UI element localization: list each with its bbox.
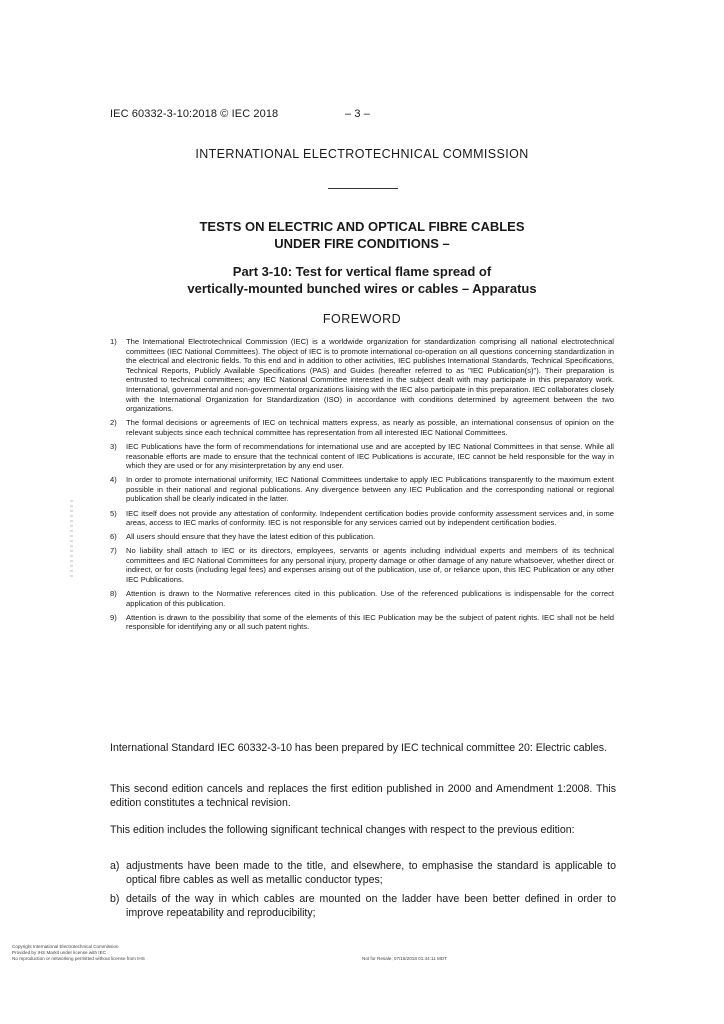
item-number: 6) <box>110 532 117 542</box>
item-number: b) <box>110 893 120 905</box>
item-text: IEC Publications have the form of recommendations for international use and are accepted by IEC National Committees in that sense. While all reasonable efforts are made to ensure that the technical content of IEC Publications is accurate, IEC cannot be held responsible for the way in which they are used or for any misinterpretation by any end user. <box>126 441 614 471</box>
title-line-1: TESTS ON ELECTRIC AND OPTICAL FIBRE CABLES <box>199 219 525 234</box>
foreword-item <box>110 509 614 528</box>
item-number: 2) <box>110 418 117 428</box>
item-number: 4) <box>110 475 117 485</box>
document-title <box>0 218 724 252</box>
foreword-item <box>110 418 614 437</box>
foreword-heading: FOREWORD <box>322 312 402 326</box>
change-item <box>110 860 616 887</box>
item-number: 1) <box>110 337 117 346</box>
page-number: – 3 – <box>345 108 370 120</box>
footer-line: Copyright International Electrotechnical Commission <box>12 944 119 949</box>
item-text: In order to promote international uniformity, IEC National Committees undertake to apply IEC Publications transparently to the maximum extent possible in their national and regional publications. Any divergence between any IEC Publication and the corresponding national or regional publication shall be clearly indicated in the latter. <box>126 475 614 504</box>
page-header <box>110 108 370 120</box>
item-text: No liability shall attach to IEC or its directors, employees, servants or agents including individual experts and members of its technical committees and IEC National Committees for any personal injury, property damage or other damage of any nature whatsoever, whether direct or indirect, or for costs (including legal fees) and expenses arising out of the publication, use of, or reliance upon, this IEC Publication or any other IEC Publications. <box>126 546 614 585</box>
title-line-2: UNDER FIRE CONDITIONS – <box>274 236 450 251</box>
item-text: All users should ensure that they have the latest edition of this publication. <box>126 532 376 542</box>
organization-name: INTERNATIONAL ELECTROTECHNICAL COMMISSION <box>195 147 529 161</box>
change-item <box>110 893 616 920</box>
item-text: Attention is drawn to the possibility that some of the elements of this IEC Publication may be the subject of patent rights. IEC shall not be held responsible for identifying any or all such patent rights. <box>126 612 614 632</box>
item-text: IEC itself does not provide any attestation of conformity. Independent certification bodies provide conformity assessment services and, in some areas, access to IEC marks of conformity. IEC is not responsible for any services carried out by independent certification bodies. <box>126 508 614 528</box>
foreword-item <box>110 589 614 608</box>
item-number: 5) <box>110 508 117 518</box>
item-number: a) <box>110 860 120 872</box>
copyright-footer <box>12 944 145 962</box>
item-text: Attention is drawn to the Normative references cited in this publication. Use of the referenced publications is indispensable for the correct application of this publication. <box>126 589 614 608</box>
footer-line: No reproduction or networking permitted without license from IHS <box>12 956 145 961</box>
foreword-list <box>110 337 614 637</box>
item-number: 9) <box>110 612 117 622</box>
document-id: IEC 60332-3-10:2018 © IEC 2018 <box>110 108 279 120</box>
foreword-item <box>110 546 614 584</box>
item-text: The International Electrotechnical Commission (IEC) is a worldwide organization for standardization comprising all national electrotechnical committees (IEC National Committees). The object of IEC is to promote international co-operation on all questions concerning standardization in the electrical and electronic fields. To this end and in addition to other activities, IEC publishes International Standards, Technical Specifications, Technical Reports, Publicly Available Specifications (PAS) and Guides (hereafter referred to as "IEC Publication(s)"). Their preparation is entrusted to technical committees; any IEC National Committee interested in the subject dealt with may participate in this preparatory work. International, governmental and non-governmental organizations liaising with the IEC also participate in this preparation. IEC collaborates closely with the International Organization for Standardization (ISO) in accordance with conditions determined by agreement between the two organizations. <box>126 337 614 414</box>
changes-list <box>110 860 616 926</box>
paragraph-changes-intro: This edition includes the following significant technical changes with respect to the previous edition: <box>110 824 575 836</box>
footer-line: Provided by IHS Markit under license with IEC <box>12 950 106 955</box>
paragraph-edition: This second edition cancels and replaces the first edition published in 2000 and Amendment 1:2008. This edition constitutes a technical revision. <box>110 783 616 809</box>
item-number: 3) <box>110 441 117 451</box>
item-text: The formal decisions or agreements of IEC on technical matters express, as nearly as possible, an international consensus of opinion on the relevant subjects since each technical committee has representation from all interested IEC National Committees. <box>126 418 614 437</box>
title-divider <box>328 188 398 189</box>
item-text: adjustments have been made to the title, and elsewhere, to emphasise the standard is applicable to optical fibre cables as well as metallic conductor types; <box>126 860 616 886</box>
foreword-item <box>110 337 614 414</box>
margin-watermark <box>70 500 73 580</box>
part-title-line-2: vertically-mounted bunched wires or cables – Apparatus <box>187 281 537 296</box>
part-title <box>0 263 724 297</box>
foreword-item <box>110 613 614 632</box>
paragraph-committee: International Standard IEC 60332-3-10 has been prepared by IEC technical committee 20: Electric cables. <box>110 742 608 754</box>
foreword-item <box>110 475 614 504</box>
resale-notice: Not for Resale, 07/18/2018 01:44:11 MDT <box>362 956 447 961</box>
part-title-line-1: Part 3-10: Test for vertical flame spread of <box>232 264 492 279</box>
item-number: 8) <box>110 589 117 599</box>
foreword-item <box>110 532 614 542</box>
item-number: 7) <box>110 546 117 556</box>
item-text: details of the way in which cables are mounted on the ladder have been better defined in order to improve repeatability and reproducibility; <box>126 893 616 919</box>
foreword-item <box>110 442 614 471</box>
